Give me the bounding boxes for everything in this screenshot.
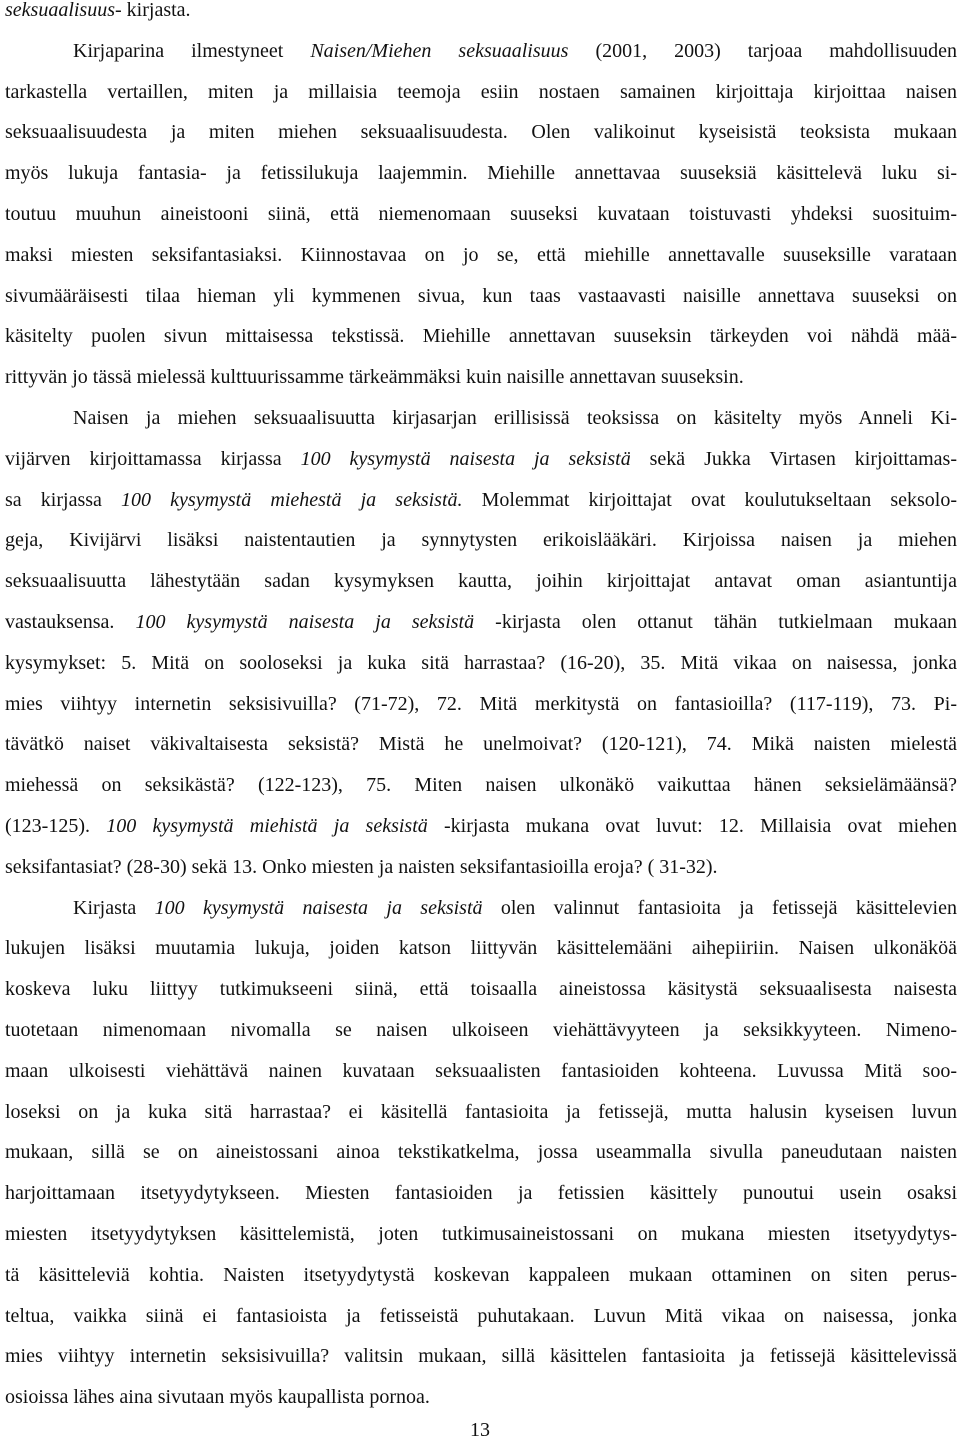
text-run: koskeva luku liittyy tutkimukseeni siinä, että toisaalla aineistossa käsitystä seksuaalisesta naisesta	[5, 978, 957, 1000]
text-run: Naisen ja miehen seksuaalisuutta kirjasarjan erillisissä teoksissa on käsitelty myös Anneli Ki-	[73, 407, 957, 429]
text-line	[5, 242, 957, 268]
text-run: osioissa lähes aina sivutaan myös kaupallista pornoa.	[5, 1386, 430, 1408]
text-run: geja, Kivijärvi lisäksi naistentautien ja synnytysten erikoislääkäri. Kirjoissa naisen ja miehen	[5, 529, 957, 551]
text-line	[5, 201, 957, 227]
text-run: kirjasta.	[121, 0, 191, 21]
text-line	[5, 650, 957, 676]
text-run: mies viihtyy internetin seksisivuilla? valitsin mukaan, sillä käsittelen fantasioita ja fetissejä käsittelevissä	[5, 1345, 957, 1367]
text-line	[5, 1262, 957, 1288]
text-line	[5, 854, 957, 880]
text-line	[5, 691, 957, 717]
italic-title: 100 kysymystä naisesta ja seksistä	[135, 611, 475, 633]
text-line	[5, 772, 957, 798]
text-run: toutuu muuhun aineistooni siinä, että niemenomaan suuseksi kuvataan toistuvasti yhdeksi suosituim-	[5, 203, 957, 225]
text-run: lukujen lisäksi muutamia lukuja, joiden katson liittyvän käsittelemääni aihepiiriin. Naisen ulkonäköä	[5, 937, 957, 959]
italic-title: 100 kysymystä naisesta ja seksistä	[154, 897, 483, 919]
text-run: seksifantasiat? (28-30) sekä 13. Onko miesten ja naisten seksifantasioilla eroja? ( 31-32).	[5, 856, 718, 878]
text-line	[5, 976, 957, 1002]
text-line	[5, 1017, 957, 1043]
text-run: sekä Jukka Virtasen kirjoittamas-	[630, 448, 957, 470]
text-line	[5, 1099, 957, 1125]
text-run: mies viihtyy internetin seksisivuilla? (71-72), 72. Mitä merkitystä on fantasioilla? (117-119), 73. Pi-	[5, 693, 957, 715]
text-line	[5, 1139, 957, 1165]
text-run: -kirjasta mukana ovat luvut: 12. Millaisia ovat miehen	[427, 815, 957, 837]
text-line	[5, 119, 957, 145]
text-run: (123-125).	[5, 815, 107, 837]
text-run: (2001, 2003) tarjoaa mahdollisuuden	[568, 40, 957, 62]
text-run: vijärven kirjoittamassa kirjassa	[5, 448, 301, 470]
text-line	[5, 323, 957, 349]
text-line	[5, 609, 957, 635]
text-run: tävätkö naiset väkivaltaisesta seksistä? Mistä he unelmoivat? (120-121), 74. Mikä naisten mielestä	[5, 733, 957, 755]
text-line	[73, 38, 957, 64]
text-line	[5, 1384, 957, 1410]
text-line	[5, 1343, 957, 1369]
text-line	[5, 1058, 957, 1084]
text-line	[5, 446, 957, 472]
text-run: seksuaalisuudesta ja miten miehen seksuaalisuudesta. Olen valikoinut kyseisistä teoksista mukaan	[5, 121, 957, 143]
text-line	[5, 935, 957, 961]
text-run: sa kirjassa	[5, 489, 122, 511]
text-run: miehessä on seksikästä? (122-123), 75. Miten naisen ulkonäkö vaikuttaa hänen seksielämäänsä?	[5, 774, 957, 796]
italic-title: seksuaalisuus-	[5, 0, 122, 21]
text-line	[73, 895, 957, 921]
text-line	[5, 160, 957, 186]
text-run: vastauksensa.	[5, 611, 136, 633]
text-run: maksi miesten seksifantasiaksi. Kiinnostavaa on jo se, että miehille annettavalle suuseksille varataan	[5, 244, 957, 266]
text-line	[5, 1303, 957, 1329]
text-run: harjoittamaan itsetyydytykseen. Miesten fantasioiden ja fetissien käsittely punoutui usein osaksi	[5, 1182, 957, 1204]
italic-title: 100 kysymystä miehestä ja seksistä.	[121, 489, 463, 511]
text-line	[5, 283, 957, 309]
text-line	[5, 0, 957, 23]
text-run: tä käsitteleviä kohtia. Naisten itsetyydytystä koskevan kappaleen mukaan ottaminen on siten perus-	[5, 1264, 957, 1286]
italic-title: 100 kysymystä miehistä ja seksistä	[106, 815, 428, 837]
text-run: teltua, vaikka siinä ei fantasioista ja fetisseistä puhutakaan. Luvun Mitä vikaa on naisessa, jonka	[5, 1305, 957, 1327]
italic-title: Naisen/Miehen seksuaalisuus	[310, 40, 569, 62]
text-run: rittyvän jo tässä mielessä kulttuurissamme tärkeämmäksi kuin naisille annettavan suuseksin.	[5, 366, 744, 388]
text-run: tuotetaan nimenomaan nivomalla se naisen ulkoiseen viehättävyyteen ja seksikkyyteen. Nimeno-	[5, 1019, 957, 1041]
text-run: Molemmat kirjoittajat ovat koulutukseltaan seksolo-	[462, 489, 957, 511]
text-run: myös lukuja fantasia- ja fetissilukuja laajemmin. Miehille annettavaa suuseksiä käsittelevä luku si-	[5, 162, 957, 184]
text-run: Kirjasta	[73, 897, 155, 919]
text-run: käsitelty puolen sivun mittaisessa tekstissä. Miehille annettavan suuseksin tärkeyden voi nähdä mää-	[5, 325, 957, 347]
text-run: mukaan, sillä se on aineistossani ainoa tekstikatkelma, jossa useammalla sivulla paneudutaan naisten	[5, 1141, 957, 1163]
text-run: loseksi on ja kuka sitä harrastaa? ei käsitellä fantasioita ja fetissejä, mutta halusin kyseisen luvun	[5, 1101, 957, 1123]
page-number: 13	[470, 1419, 490, 1441]
italic-title: 100 kysymystä naisesta ja seksistä	[300, 448, 631, 470]
text-line	[73, 405, 957, 431]
text-line	[5, 487, 957, 513]
text-run: maan ulkoisesti viehättävä nainen kuvataan seksuaalisten fantasioiden kohteena. Luvussa Mitä soo-	[5, 1060, 957, 1082]
text-line	[5, 364, 957, 390]
text-line	[5, 568, 957, 594]
text-run: -kirjasta olen ottanut tähän tutkielmaan mukaan	[474, 611, 958, 633]
text-run: kysymykset: 5. Mitä on sooloseksi ja kuka sitä harrastaa? (16-20), 35. Mitä vikaa on naisessa, jonka	[5, 652, 957, 674]
text-line	[5, 731, 957, 757]
text-run: Kirjaparina ilmestyneet	[73, 40, 311, 62]
text-run: tarkastella vertaillen, miten ja millaisia teemoja esiin nostaen samainen kirjoittaja kirjoittaa naisen	[5, 81, 957, 103]
text-line	[5, 813, 957, 839]
text-run: miesten itsetyydytyksen käsittelemistä, joten tutkimusaineistossani on mukana miesten itsetyydytys-	[5, 1223, 957, 1245]
text-run: seksuaalisuutta lähestytään sadan kysymyksen kautta, joihin kirjoittajat antavat oman asiantuntija	[5, 570, 957, 592]
text-run: olen valinnut fantasioita ja fetissejä käsittelevien	[482, 897, 957, 919]
text-line	[5, 1221, 957, 1247]
text-line	[5, 527, 957, 553]
text-run: sivumääräisesti tilaa hieman yli kymmenen sivua, kun taas vastaavasti naisille annettava suuseksi on	[5, 285, 957, 307]
text-line	[5, 1180, 957, 1206]
text-line	[5, 79, 957, 105]
